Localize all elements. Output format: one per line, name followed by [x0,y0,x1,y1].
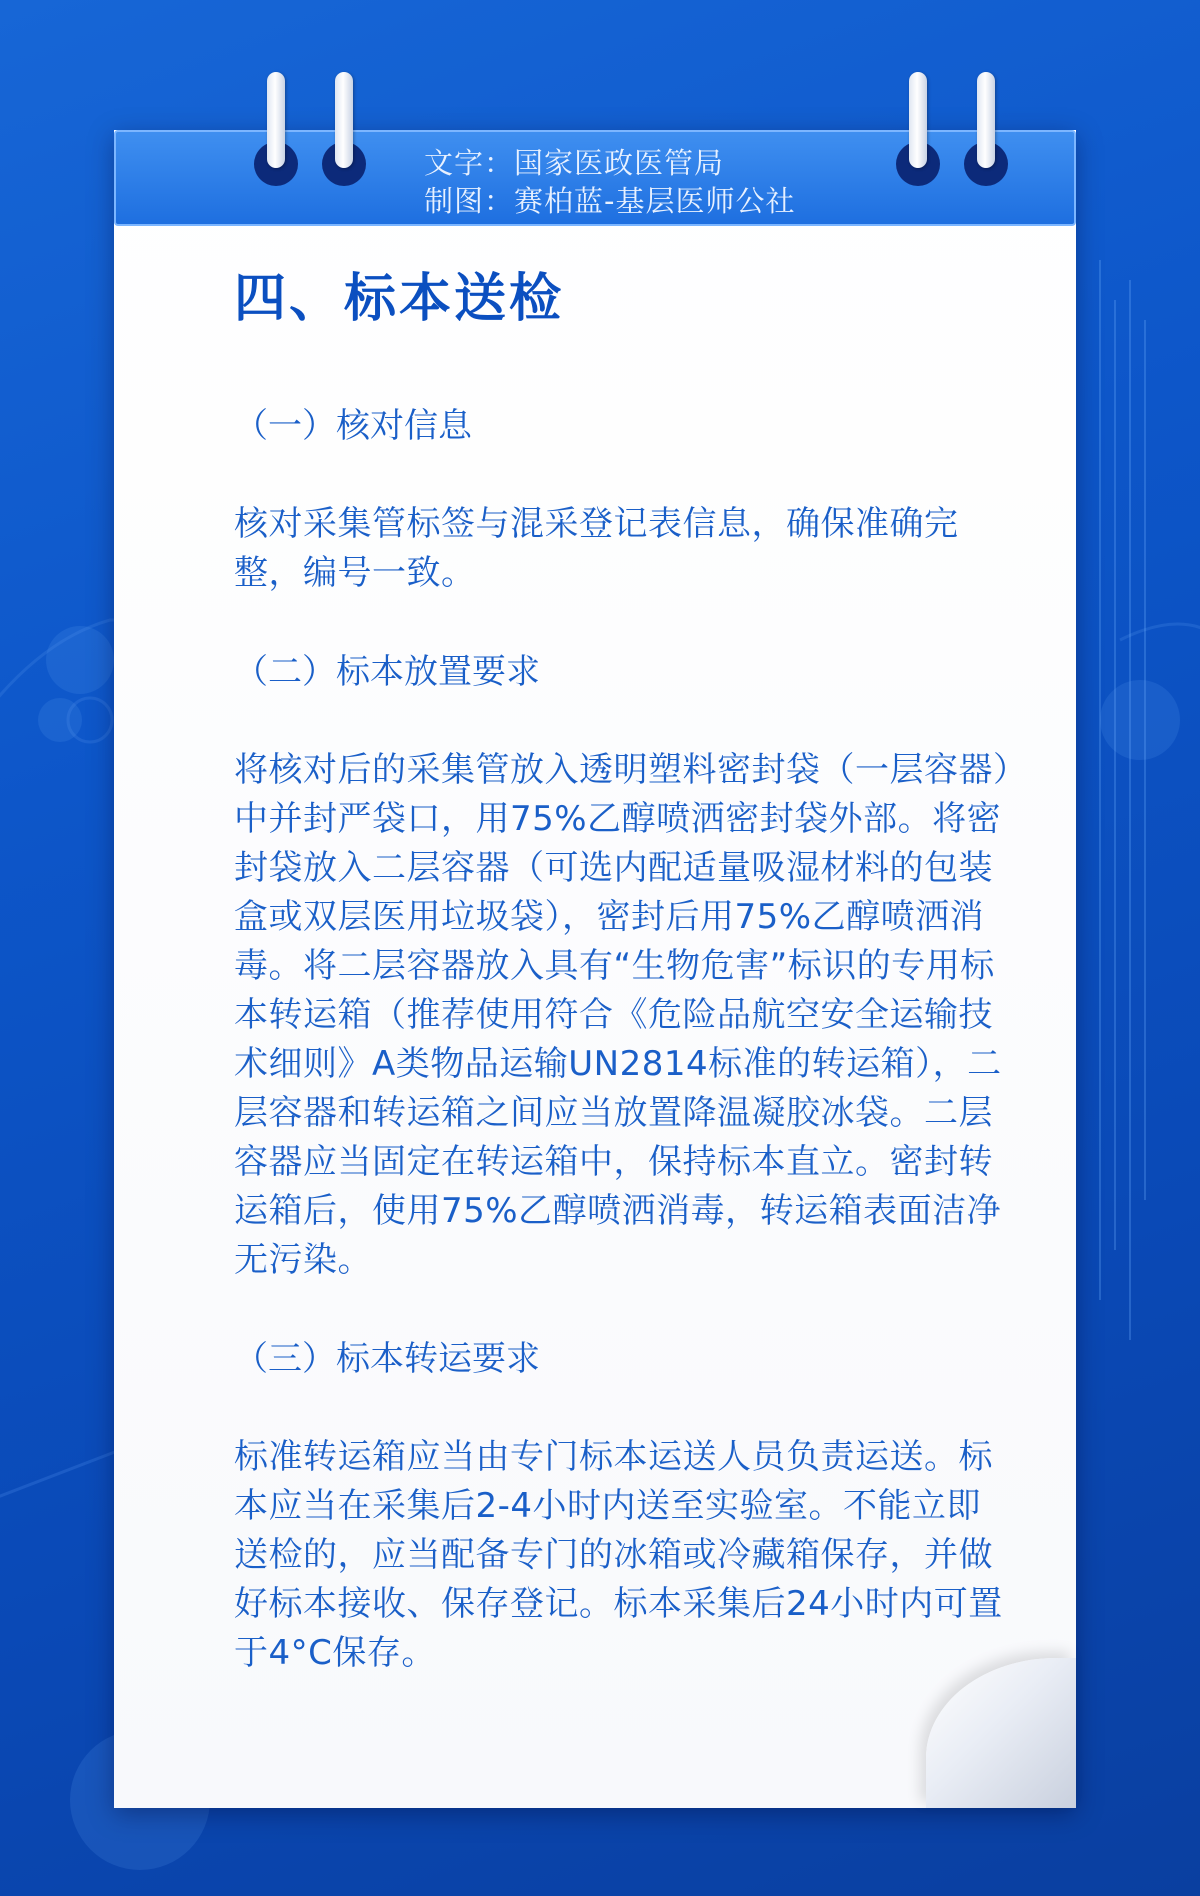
section-body: 将核对后的采集管放入透明塑料密封袋（一层容器）中并封严袋口，用75%乙醇喷洒密封袋外部。将密封袋放入二层容器（可选内配适量吸湿材料的包装盒或双层医用垃圾袋），密封后用75%乙醇喷洒消毒。将二层容器放入具有“生物危害”标识的专用标本转运箱（推荐使用符合《危险品航空安全运输技术细则》A类物品运输UN2814标准的转运箱），二层容器和转运箱之间应当放置降温凝胶冰袋。二层容器应当固定在转运箱中，保持标本直立。密封转运箱后，使用75%乙醇喷洒消毒，转运箱表面洁净无污染。 [234,750,1011,1280]
graphic-credit: 制图：赛柏蓝-基层医师公社 [424,184,796,218]
binder-ring [909,72,927,168]
section-heading: （二）标本放置要求 [234,652,540,692]
article-content [234,264,1014,1728]
binder-ring [267,72,285,168]
binder-ring [977,72,995,168]
article-title: 四、标本送检 [234,269,565,329]
text-credit: 文字：国家医政医管局 [424,146,725,180]
section-heading: （三）标本转运要求 [234,1339,540,1379]
binder-ring [335,72,353,168]
section-body: 标准转运箱应当由专门标本运送人员负责运送。标本应当在采集后2-4小时内送至实验室。不能立即送检的，应当配备专门的冰箱或冷藏箱保存，并做好标本接收、保存登记。标本采集后24小时内可置于4°C保存。 [234,1437,1003,1673]
credits [424,144,795,220]
section-heading: （一）核对信息 [234,406,472,446]
section-body: 核对采集管标签与混采登记表信息，确保准确完整，编号一致。 [234,504,959,593]
